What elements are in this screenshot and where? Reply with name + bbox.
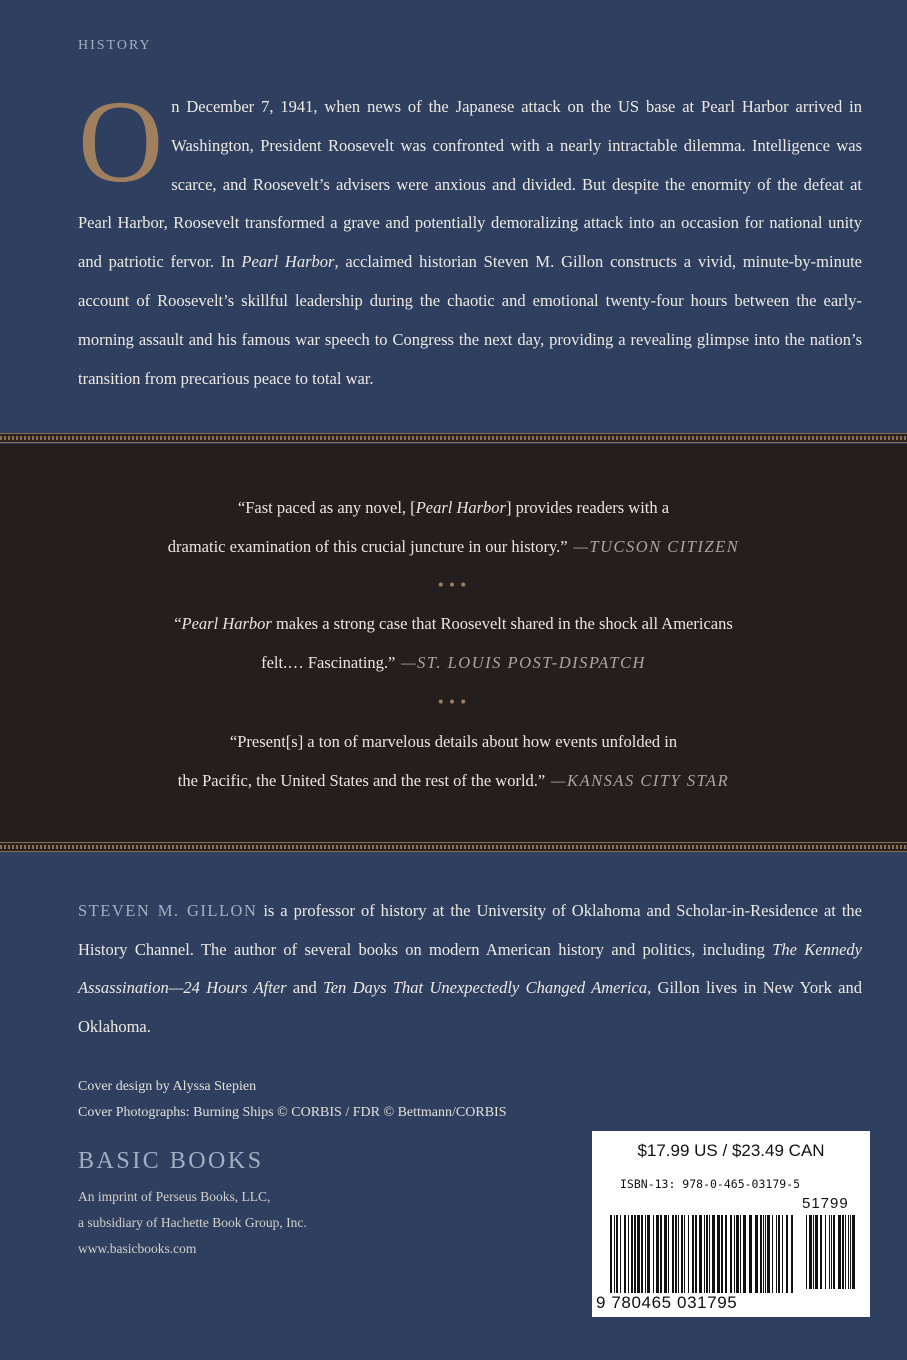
cover-photo-credit: Cover Photographs: Burning Ships © CORBIS / FDR © Bettmann/CORBIS (78, 1105, 507, 1120)
barcode-bar (688, 1215, 689, 1293)
barcode-bar (829, 1215, 830, 1289)
barcode-bar (809, 1215, 812, 1289)
barcode-bar (624, 1215, 626, 1293)
author-name: STEVEN M. GILLON (78, 901, 258, 920)
supplement-digits: 51799 (802, 1195, 849, 1212)
barcode-bar (699, 1215, 702, 1293)
author-bio: STEVEN M. GILLON is a professor of history at the University of Oklahoma and Scholar-in-Residence at the History Channel. The author of several books on modern American history and politics, including The Kennedy Assassination—24 Hours After and Ten Days That Unexpectedly Changed America, Gillon lives in New York and Oklahoma. (78, 901, 863, 1036)
description-title: Pearl Harbor (241, 252, 335, 272)
barcode-bar (838, 1215, 841, 1289)
barcode-bars (606, 1215, 858, 1293)
drop-cap: O (78, 76, 164, 207)
barcode-bar (755, 1215, 758, 1293)
barcode-bar (664, 1215, 667, 1293)
barcode-bar (678, 1215, 679, 1293)
barcode-bar (825, 1215, 826, 1289)
barcode-bar (850, 1215, 851, 1289)
barcode-bar (734, 1215, 735, 1293)
barcode-bar (760, 1215, 762, 1293)
barcode-bar (684, 1215, 685, 1293)
barcode-bar (806, 1215, 807, 1289)
publisher-name: BASIC BOOKS (78, 1148, 264, 1174)
barcode-bar (721, 1215, 723, 1293)
barcode-bar (672, 1215, 674, 1293)
review-source-2: —ST. LOUIS POST-DISPATCH (395, 653, 646, 672)
barcode-bar (778, 1215, 780, 1293)
barcode-bar (765, 1215, 766, 1293)
barcode-bar (692, 1215, 694, 1293)
barcode-bar (767, 1215, 770, 1293)
barcode-bar (813, 1215, 814, 1289)
price-label: $17.99 US / $23.49 CAN (637, 1141, 825, 1160)
barcode-bar (712, 1215, 715, 1293)
barcode-bar (614, 1215, 615, 1293)
description-part-1: n December 7, 1941, when news of the Japanese attack on the US base at Pearl Harbor arrived in Washington, President Roosevelt was confronted with a nearly intractable dilemma. Intelligence was scarce, and Roosevelt’s advisers were anxious and divided. But despite the enormity of the defeat at Pearl Harbor, Roosevelt transformed a grave and potentially demoralizing attack into an occasion for national unity and patriotic fervor. In (78, 97, 862, 272)
barcode-bar (695, 1215, 697, 1293)
barcode-bar (634, 1215, 636, 1293)
barcode-bar (730, 1215, 732, 1293)
cover-design-credit: Cover design by Alyssa Stepien (78, 1079, 257, 1094)
barcode-bar (610, 1215, 612, 1293)
barcode-bar (681, 1215, 683, 1293)
barcode-bar (704, 1215, 705, 1293)
barcode-bar (653, 1215, 654, 1293)
barcode-label (592, 1131, 870, 1317)
barcode-bar (628, 1215, 629, 1293)
barcode-bar (656, 1215, 659, 1293)
barcode-bar (845, 1215, 846, 1289)
description-part-2: , acclaimed historian Steven M. Gillon constructs a vivid, minute-by-minute account of Roosevelt’s skillful leadership during the chaotic and emotional twenty-four hours between the early-morning assault and his famous war speech to Congress the next day, providing a revealing glimpse into the nation’s transition from precarious peace to total war. (78, 252, 862, 388)
publisher-website: www.basicbooks.com (78, 1241, 197, 1256)
barcode-bar (815, 1215, 818, 1289)
barcode-bar (772, 1215, 773, 1293)
category-label: HISTORY (78, 38, 152, 53)
barcode-bar (660, 1215, 662, 1293)
review-quote-1: “Fast paced as any novel, [Pearl Harbor] provides readers with a dramatic examination of this crucial juncture in our history.” —TUCSON CITIZEN (167, 498, 740, 556)
isbn-label: ISBN-13: 978-0-465-03179-5 (620, 1177, 801, 1191)
review-quotes-panel (0, 444, 907, 844)
publisher-imprint: An imprint of Perseus Books, LLC, a subsidiary of Hachette Book Group, Inc. www.basicbooks.com (78, 1184, 307, 1262)
barcode-bar (647, 1215, 650, 1293)
review-source-3: —KANSAS CITY STAR (545, 771, 730, 790)
barcode-bar (706, 1215, 708, 1293)
separator-dots-2: ••• (436, 695, 471, 711)
review-source-1: —TUCSON CITIZEN (567, 537, 740, 556)
ean-digits: 9 780465 031795 (596, 1293, 738, 1312)
barcode-bar (763, 1215, 764, 1293)
barcode-bar (852, 1215, 855, 1289)
barcode-bar (631, 1215, 633, 1293)
barcode-bar (641, 1215, 643, 1293)
barcode-bar (743, 1215, 746, 1293)
barcode-bar (675, 1215, 677, 1293)
barcode-bar (645, 1215, 646, 1293)
barcode-bar (668, 1215, 669, 1293)
barcode-bar (620, 1215, 621, 1293)
barcode-bar (848, 1215, 849, 1289)
barcode-bar (776, 1215, 777, 1293)
book-description (78, 76, 862, 398)
barcode-bar (717, 1215, 720, 1293)
barcode-bar (833, 1215, 835, 1289)
barcode-bar (709, 1215, 710, 1293)
top-decorative-border (0, 433, 907, 443)
barcode-bar (786, 1215, 788, 1293)
bottom-decorative-border (0, 842, 907, 852)
barcode-bar (637, 1215, 640, 1293)
barcode-bar (820, 1215, 822, 1289)
barcode-bar (791, 1215, 793, 1293)
review-quote-3: “Present[s] a ton of marvelous details about how events unfolded in the Pacific, the United States and the rest of the world.” —KANSAS CITY STAR (177, 732, 730, 790)
barcode-bar (749, 1215, 752, 1293)
barcode-bar (831, 1215, 832, 1289)
book-title-2: Ten Days That Unexpectedly Changed America (323, 978, 648, 997)
barcode-bar (740, 1215, 741, 1293)
book-title-1: The Kennedy Assassination—24 Hours After (78, 939, 862, 997)
cover-credits (78, 1074, 506, 1126)
barcode-bar (782, 1215, 783, 1293)
review-quote-2: “Pearl Harbor makes a strong case that Roosevelt shared in the shock all Americans felt.… Fascinating.” —ST. LOUIS POST-DISPATCH (174, 614, 733, 672)
barcode-bar (736, 1215, 739, 1293)
barcode-bar (842, 1215, 844, 1289)
separator-dots-1: ••• (436, 578, 471, 594)
barcode-bar (616, 1215, 618, 1293)
barcode-bar (725, 1215, 727, 1293)
